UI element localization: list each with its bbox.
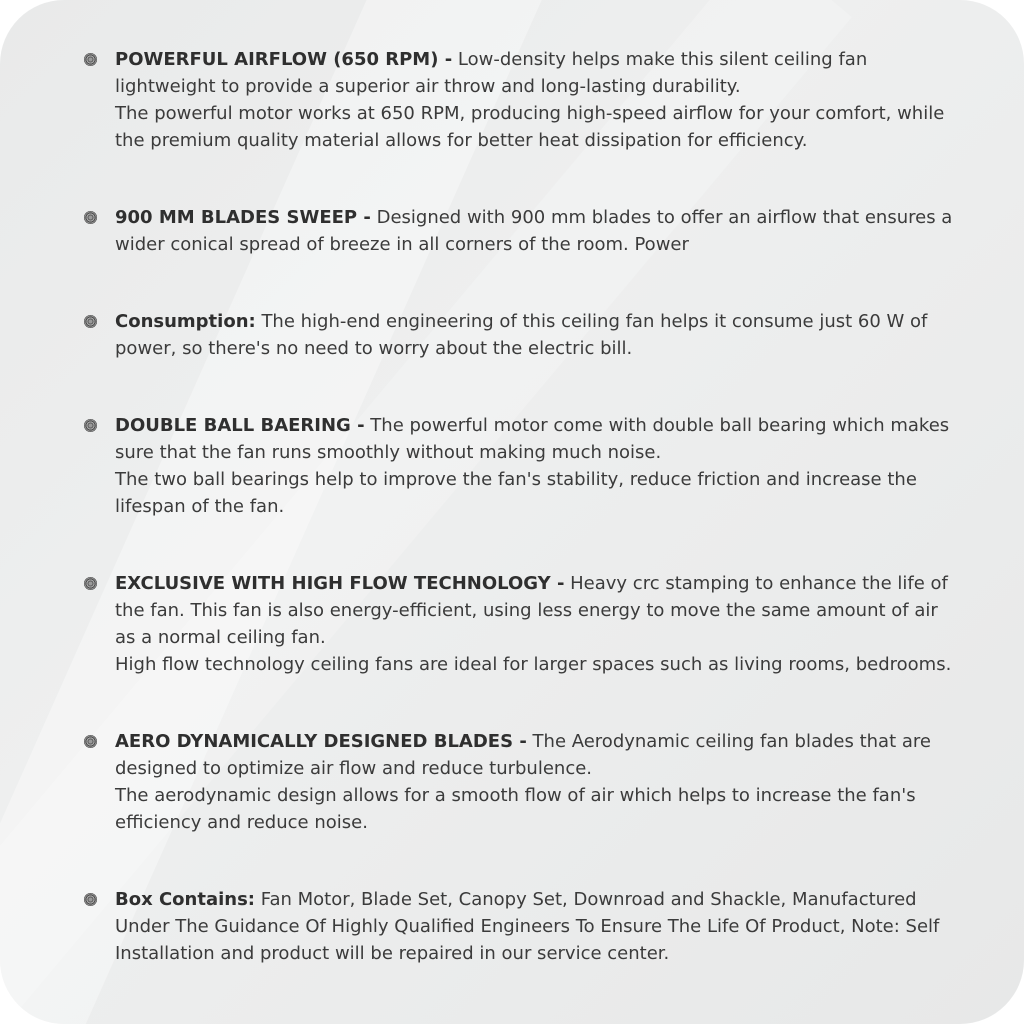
feature-extra: High flow technology ceiling fans are ideal for larger spaces such as living rooms, bedrooms. [115,654,952,675]
feature-description [115,204,954,258]
feature-text: Fan Motor, Blade Set, Canopy Set, Downroad and Shackle, Manufactured Under The Guidance Of Highly Qualified Engineers To Ensure The Life Of Product, Note: Self Installation and product will be repaired in our service center. [115,889,940,964]
bullet-icon [84,893,97,906]
feature-item-consumption [84,308,954,362]
bullet-icon [84,419,97,432]
feature-text: Heavy crc stamping to enhance the life of the fan. This fan is also energy-efficient, using less energy to move the same amount of air as a normal ceiling fan. [115,573,948,648]
bullet-icon [84,53,97,66]
feature-title: AERO DYNAMICALLY DESIGNED BLADES - [115,731,527,752]
feature-item-ball-bearing [84,412,954,520]
feature-description [115,46,954,100]
feature-title: POWERFUL AIRFLOW (650 RPM) - [115,49,453,70]
feature-description [115,570,954,651]
bullet-icon [84,211,97,224]
feature-extra: The powerful motor works at 650 RPM, producing high-speed airflow for your comfort, while the premium quality material allows for better heat dissipation for efficiency. [115,103,945,151]
bullet-icon [84,315,97,328]
bullet-icon [84,735,97,748]
feature-extra: The aerodynamic design allows for a smooth flow of air which helps to increase the fan's efficiency and reduce noise. [115,785,916,833]
feature-description [115,308,954,362]
feature-item-box-contents [84,886,954,967]
feature-item-blades-sweep [84,204,954,258]
feature-title: 900 MM BLADES SWEEP - [115,207,371,228]
feature-text: Low-density helps make this silent ceiling fan lightweight to provide a superior air throw and long-lasting durability. [115,49,868,97]
feature-extra: The two ball bearings help to improve the fan's stability, reduce friction and increase the lifespan of the fan. [115,469,917,517]
feature-item-high-flow [84,570,954,678]
bullet-icon [84,577,97,590]
feature-text: The high-end engineering of this ceiling fan helps it consume just 60 W of power, so there's no need to worry about the electric bill. [115,311,928,359]
feature-title: Box Contains: [115,889,256,910]
feature-description [115,412,954,466]
feature-text: The Aerodynamic ceiling fan blades that are designed to optimize air flow and reduce turbulence. [115,731,931,779]
feature-title: EXCLUSIVE WITH HIGH FLOW TECHNOLOGY - [115,573,565,594]
feature-text: The powerful motor come with double ball bearing which makes sure that the fan runs smoothly without making much noise. [115,415,950,463]
feature-description [115,886,954,967]
feature-text: Designed with 900 mm blades to offer an airflow that ensures a wider conical spread of breeze in all corners of the room. Power [115,207,953,255]
feature-title: DOUBLE BALL BAERING - [115,415,365,436]
feature-title: Consumption: [115,311,256,332]
feature-item-aerodynamic-blades [84,728,954,836]
feature-item-airflow [84,46,954,154]
feature-list [84,46,954,967]
feature-description [115,728,954,782]
